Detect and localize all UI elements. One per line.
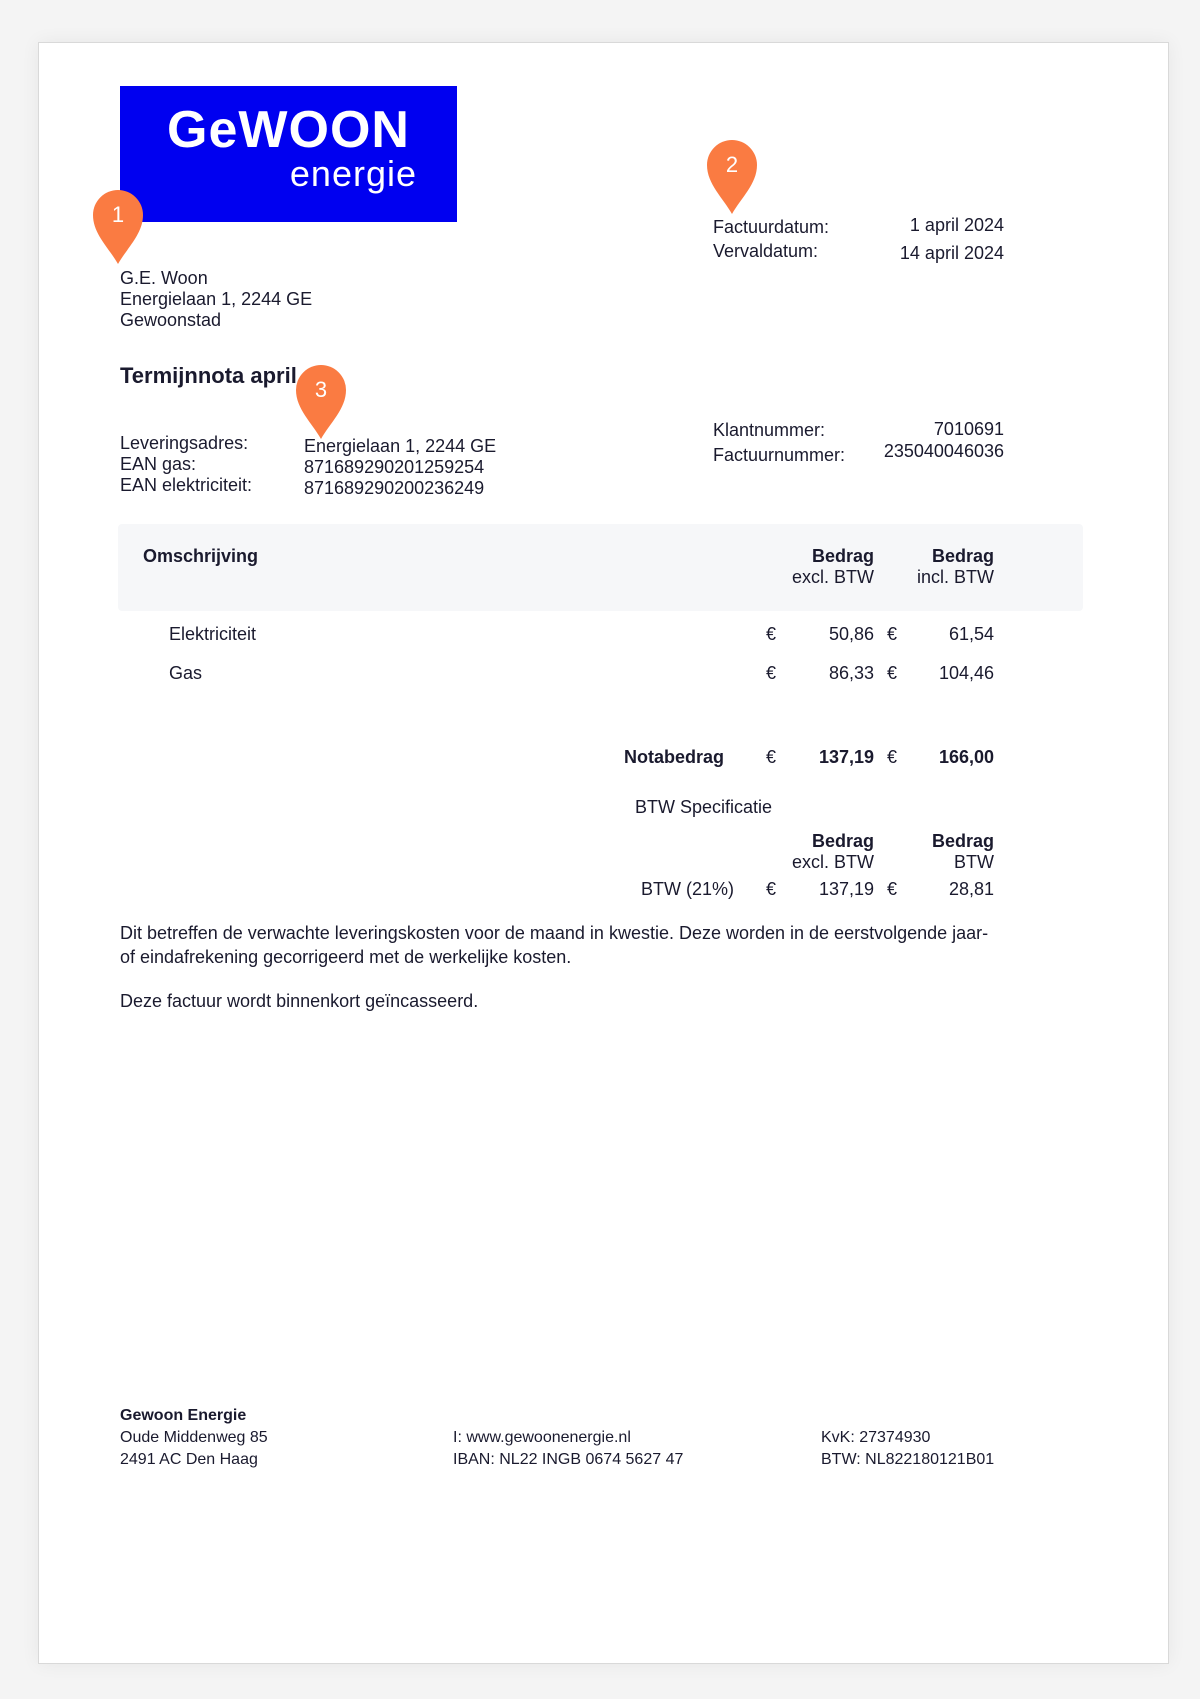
vat-row-label: BTW (21%) <box>641 879 735 899</box>
currency-symbol: € <box>766 663 777 683</box>
column-amount-excl <box>759 546 874 588</box>
vat-column-vat <box>879 831 994 873</box>
table-row-desc: Gas <box>169 663 203 683</box>
customer-city: Gewoonstad <box>120 310 222 330</box>
delivery-address: Energielaan 1, 2244 GE <box>304 436 497 456</box>
total-incl: 166,00 <box>938 747 994 767</box>
table-row-incl: 104,46 <box>938 663 994 683</box>
due-date-label: Vervaldatum: <box>713 241 819 261</box>
footer-btw: BTW: NL822180121B01 <box>821 1451 995 1468</box>
vat-column-excl-sub: excl. BTW <box>791 852 874 872</box>
delivery-address-label: Leveringsadres: <box>120 433 249 453</box>
vat-column-excl-title: Bedrag <box>811 831 874 851</box>
currency-symbol: € <box>887 747 898 767</box>
footer-company <box>120 1405 268 1471</box>
column-description: Omschrijving <box>143 546 259 566</box>
column-amount-excl-sub: excl. BTW <box>791 567 874 587</box>
currency-symbol: € <box>887 879 898 899</box>
vat-column-vat-sub: BTW <box>954 852 994 872</box>
table-row-desc: Elektriciteit <box>169 624 257 644</box>
customer-address <box>120 268 312 331</box>
vat-column-vat-title: Bedrag <box>931 831 994 851</box>
currency-symbol: € <box>766 747 777 767</box>
ean-elec-label: EAN elektriciteit: <box>120 475 253 495</box>
page-title: Termijnnota april <box>120 363 297 388</box>
column-amount-excl-title: Bedrag <box>811 546 874 566</box>
ean-gas-label: EAN gas: <box>120 454 197 474</box>
note-paragraph: Dit betreffen de verwachte leveringskosten voor de maand in kwestie. Deze worden in de eerstvolgende jaar- of eindafrekening gecorrigeerd met de werkelijke kosten. <box>120 923 989 967</box>
vat-row-excl: 137,19 <box>818 879 874 899</box>
table-row-incl: 61,54 <box>948 624 994 644</box>
customer-street: Energielaan 1, 2244 GE <box>120 289 313 309</box>
footer-contact <box>453 1427 683 1471</box>
customer-number-label: Klantnummer: <box>713 420 826 440</box>
footer-registration <box>821 1427 994 1471</box>
table-row-excl: 50,86 <box>828 624 874 644</box>
footer-website: I: www.gewoonenergie.nl <box>453 1429 631 1446</box>
ean-elec: 871689290200236249 <box>304 478 485 498</box>
company-logo <box>120 86 457 222</box>
currency-symbol: € <box>887 663 898 683</box>
column-amount-incl <box>879 546 994 588</box>
footer-street: Oude Middenweg 85 <box>120 1429 268 1446</box>
invoice-number-label: Factuurnummer: <box>713 445 846 465</box>
customer-name: G.E. Woon <box>120 268 208 288</box>
due-date: 14 april 2024 <box>899 243 1004 263</box>
marker-pin-1 <box>91 188 145 264</box>
column-amount-incl-title: Bedrag <box>931 546 994 566</box>
currency-symbol: € <box>887 624 898 644</box>
note-paragraph: Deze factuur wordt binnenkort geïncasseerd. <box>120 991 479 1011</box>
delivery-values <box>304 436 496 499</box>
ean-gas: 871689290201259254 <box>304 457 485 477</box>
marker-number: 2 <box>725 152 739 177</box>
footer-kvk: KvK: 27374930 <box>821 1429 931 1446</box>
total-excl: 137,19 <box>818 747 874 767</box>
invoice-date-label: Factuurdatum: <box>713 217 830 237</box>
footer-city: 2491 AC Den Haag <box>120 1451 258 1468</box>
currency-symbol: € <box>766 879 777 899</box>
vat-title: BTW Specificatie <box>635 797 773 817</box>
customer-number: 7010691 <box>933 419 1004 439</box>
column-amount-incl-sub: incl. BTW <box>916 567 994 587</box>
total-label: Notabedrag <box>624 747 725 767</box>
invoice-page <box>38 42 1169 1664</box>
footer-company-name: Gewoon Energie <box>120 1407 247 1424</box>
invoice-date: 1 april 2024 <box>909 215 1004 235</box>
table-row-excl: 86,33 <box>828 663 874 683</box>
vat-row-vat: 28,81 <box>948 879 994 899</box>
marker-pin-2 <box>705 138 759 214</box>
marker-number: 1 <box>111 202 125 227</box>
logo-subtitle: energie <box>289 153 417 194</box>
delivery-labels <box>120 433 252 496</box>
invoice-number: 235040046036 <box>883 441 1004 461</box>
vat-column-excl <box>759 831 874 873</box>
currency-symbol: € <box>766 624 777 644</box>
footer-iban: IBAN: NL22 INGB 0674 5627 47 <box>453 1451 684 1468</box>
marker-pin-3 <box>294 363 348 439</box>
logo-wordmark: GeWOON <box>167 101 410 159</box>
marker-number: 3 <box>314 377 328 402</box>
